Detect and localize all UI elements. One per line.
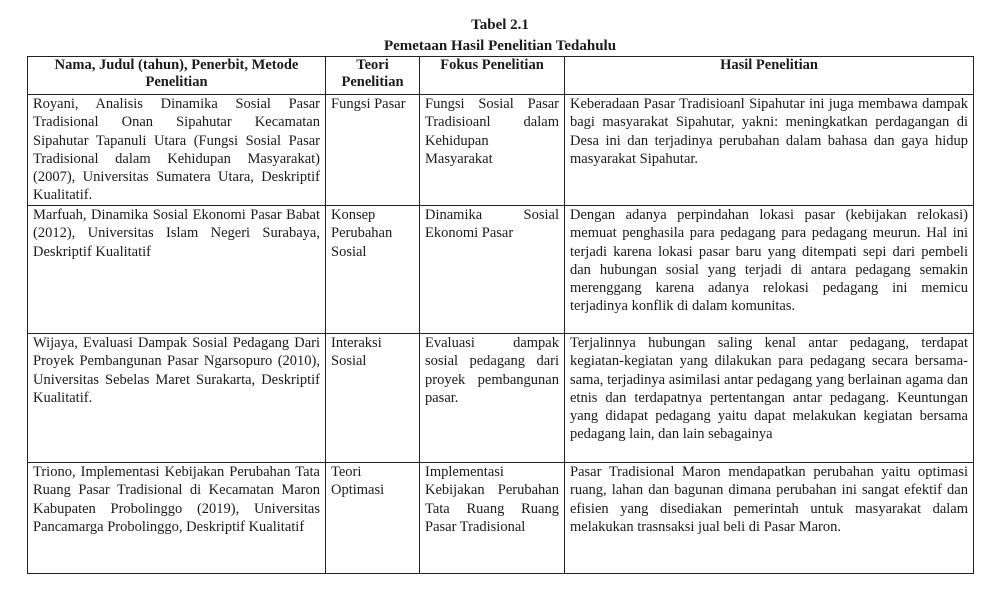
- table-header-row: [28, 57, 974, 95]
- cell-fokus: Evaluasi dampak sosial pedagang dari proyek pembangunan pasar.: [420, 334, 565, 463]
- header-nama-line2: Penelitian: [145, 74, 208, 90]
- cell-fokus: Fungsi Sosial Pasar Tradisioanl dalam Kehidupan Masyarakat: [420, 95, 565, 206]
- cell-nama: Marfuah, Dinamika Sosial Ekonomi Pasar Babat (2012), Universitas Islam Negeri Surabaya, Deskriptif Kualitatif: [28, 206, 326, 334]
- header-nama: [28, 57, 326, 95]
- header-teori-line2: Penelitian: [341, 74, 404, 90]
- cell-nama: Wijaya, Evaluasi Dampak Sosial Pedagang Dari Proyek Pembangunan Pasar Ngarsopuro (2010), Universitas Sebelas Maret Surakarta, Deskriptif Kualitatif.: [28, 334, 326, 463]
- table-row: [28, 463, 974, 574]
- header-teori-line1: Teori: [356, 57, 389, 73]
- table-caption-title: Pemetaan Hasil Penelitian Tedahulu: [383, 38, 617, 54]
- cell-nama: Triono, Implementasi Kebijakan Perubahan Tata Ruang Pasar Tradisional di Kecamatan Maron Kabupaten Probolinggo (2019), Universitas Pancamarga Probolinggo, Deskriptif Kualitatif: [28, 463, 326, 574]
- table-caption-number: Tabel 2.1: [471, 17, 529, 33]
- cell-teori: Konsep Perubahan Sosial: [326, 206, 420, 334]
- table-row: [28, 206, 974, 334]
- cell-hasil: Keberadaan Pasar Tradisioanl Sipahutar ini juga membawa dampak bagi masyarakat Sipahutar, yakni: meningkatkan perdagangan di Desa ini dan terjadinya perubahan dalam bahasa dan gaya hidup masyarakat Sipahutar.: [565, 95, 974, 206]
- header-teori: [326, 57, 420, 95]
- cell-hasil: Terjalinnya hubungan saling kenal antar pedagang, terdapat kegiatan-kegiatan yang dilakukan para pedagang secara bersama-sama, terjadinya asimilasi antar pedagang yang berlainan agama dan etnis dan terdapatnya pertentangan antar pedagang. Keuntungan yang didapat pedagang yaitu dapat melakukan kegiatan bersama pedagang lain, dan lain sebagainya: [565, 334, 974, 463]
- cell-fokus: Implementasi Kebijakan Perubahan Tata Ruang Ruang Pasar Tradisional: [420, 463, 565, 574]
- header-fokus: [420, 57, 565, 95]
- header-fokus-line1: Fokus Penelitian: [440, 57, 544, 73]
- cell-teori: Fungsi Pasar: [326, 95, 420, 206]
- cell-fokus: Dinamika Sosial Ekonomi Pasar: [420, 206, 565, 334]
- table-row: [28, 95, 974, 206]
- cell-hasil: Dengan adanya perpindahan lokasi pasar (kebijakan relokasi) memuat penghasila para pedagang para pedagang meurun. Hal ini terjadi karena lokasi pasar baru yang ditempati sepi dari pembeli dan hubungan sosial yang terjadi di antara pedagang semakin merenggang karena adanya relokasi pedagang ini memicu terjadinya konflik di dalam komunitas.: [565, 206, 974, 334]
- cell-hasil: Pasar Tradisional Maron mendapatkan perubahan yaitu optimasi ruang, lahan dan bagunan dimana perubahan ini sangat efektif dan efisien yang disediakan pemerintah untuk masyarakat dalam melakukan trasnsaksi jual beli di Pasar Maron.: [565, 463, 974, 574]
- header-hasil: [565, 57, 974, 95]
- table-row: [28, 334, 974, 463]
- header-nama-line1: Nama, Judul (tahun), Penerbit, Metode: [54, 57, 299, 73]
- research-mapping-table: [27, 56, 974, 574]
- cell-teori: Interaksi Sosial: [326, 334, 420, 463]
- cell-nama: Royani, Analisis Dinamika Sosial Pasar Tradisional Onan Sipahutar Kecamatan Sipahutar Tapanuli Utara (Fungsi Sosial Pasar Tradisional dalam Kehidupan Masyarakat) (2007), Universitas Sumatera Utara, Deskriptif Kualitatif.: [28, 95, 326, 206]
- cell-teori: Teori Optimasi: [326, 463, 420, 574]
- header-hasil-line1: Hasil Penelitian: [720, 57, 818, 73]
